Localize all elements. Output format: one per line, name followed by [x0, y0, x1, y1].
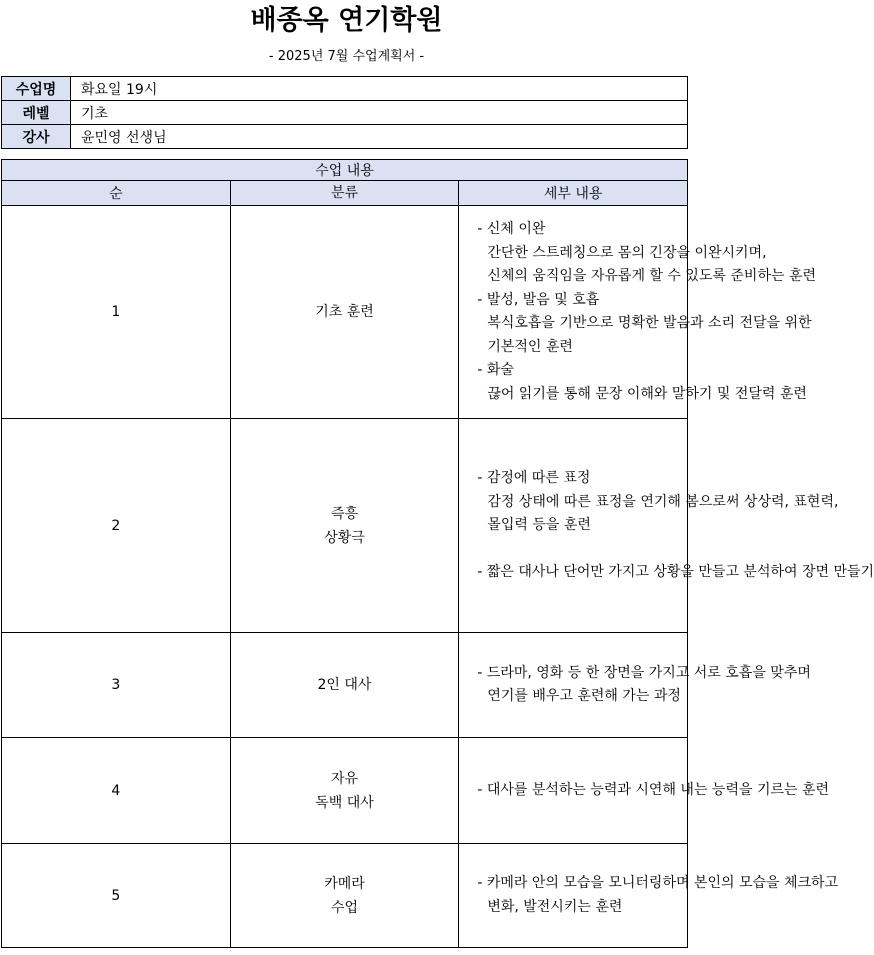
document-title: 배종옥 연기학원	[250, 5, 443, 36]
table-row	[2, 206, 688, 419]
category-line: 카메라	[324, 875, 365, 892]
column-header-category: 분류	[230, 181, 459, 206]
table-row	[2, 738, 688, 844]
category-line: 자유	[330, 770, 359, 787]
detail-line: 변화, 발전시키는 훈련	[487, 898, 623, 915]
info-label: 레벨	[2, 101, 71, 125]
row-detail	[459, 419, 874, 633]
row-category	[230, 419, 459, 633]
row-number: 1	[2, 206, 231, 419]
row-detail	[459, 844, 839, 948]
row-number: 3	[2, 633, 231, 738]
category-line: 상황극	[324, 529, 365, 546]
detail-line: - 신체 이완	[477, 221, 546, 237]
detail-line: - 감정에 따른 표정	[477, 470, 591, 486]
category-line: 수업	[330, 899, 359, 916]
table-row	[2, 844, 688, 948]
row-category	[230, 738, 459, 844]
detail-line: - 화술	[477, 362, 514, 378]
detail-line: 연기를 배우고 훈련해 가는 과정	[487, 688, 681, 704]
detail-line: - 대사를 분석하는 능력과 시연해 내는 능력을 기르는 훈련	[477, 781, 830, 798]
row-detail	[459, 633, 811, 738]
detail-line: 감정 상태에 따른 표정을 연기해 봄으로써 상상력, 표현력,	[487, 493, 839, 510]
row-number: 5	[2, 844, 231, 948]
detail-line: - 드라마, 영화 등 한 장면을 가지고 서로 호흡을 맞추며	[477, 664, 811, 681]
info-value: 기초	[71, 101, 688, 125]
row-number: 2	[2, 419, 231, 633]
row-category	[230, 206, 459, 419]
row-category	[230, 844, 459, 948]
info-label: 수업명	[2, 77, 71, 101]
table-row	[2, 419, 688, 633]
detail-line: - 발성, 발음 및 호흡	[477, 291, 600, 308]
column-header-detail: 세부 내용	[459, 181, 688, 206]
detail-line: - 짧은 대사나 단어만 가지고 상황을 만들고 분석하여 장면 만들기	[477, 563, 874, 580]
detail-line: - 카메라 안의 모습을 모니터링하며 본인의 모습을 체크하고	[477, 875, 839, 891]
detail-line: 복식호흡을 기반으로 명확한 발음과 소리 전달을 위한	[487, 315, 812, 331]
category-line: 즉흥	[330, 505, 359, 522]
table-row	[2, 633, 688, 738]
info-label: 강사	[2, 125, 71, 149]
detail-line: 신체의 움직임을 자유롭게 할 수 있도록 준비하는 훈련	[487, 268, 816, 284]
category-line: 기초 훈련	[315, 304, 374, 320]
lesson-content-table	[1, 159, 874, 948]
info-value: 윤민영 선생님	[71, 125, 688, 149]
row-detail	[459, 206, 816, 419]
section-title: 수업 내용	[2, 160, 688, 181]
detail-line: 기본적인 훈련	[487, 338, 573, 355]
category-line: 2인 대사	[317, 677, 372, 693]
detail-spacer	[477, 538, 687, 561]
info-row-level	[2, 101, 688, 125]
class-info-table	[1, 76, 688, 149]
row-detail	[459, 738, 830, 844]
row-category	[230, 633, 459, 738]
info-row-instructor	[2, 125, 688, 149]
info-value: 화요일 19시	[71, 77, 688, 101]
document-subtitle: - 2025년 7월 수업계획서 -	[268, 49, 425, 64]
info-row-class	[2, 77, 688, 101]
column-header-num: 순	[2, 181, 231, 206]
category-line: 독백 대사	[315, 794, 374, 811]
row-number: 4	[2, 738, 231, 844]
detail-line: 끊어 읽기를 통해 문장 이해와 말하기 및 전달력 훈련	[487, 385, 807, 402]
detail-line: 간단한 스트레칭으로 몸의 긴장을 이완시키며,	[487, 244, 767, 261]
detail-line: 몰입력 등을 훈련	[487, 517, 591, 533]
